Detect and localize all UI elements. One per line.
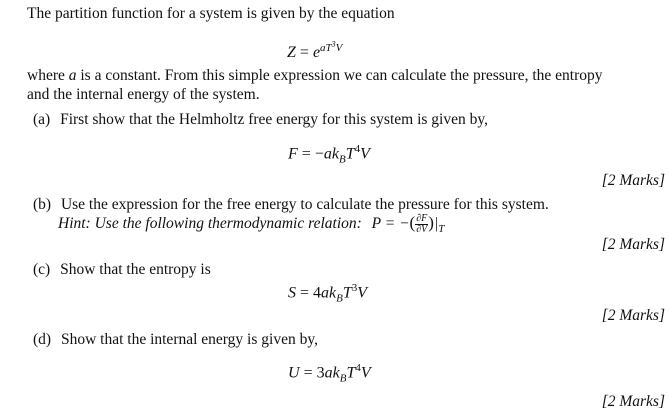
part-a-equation: $F = -ak_BT^4V$	[288, 143, 370, 166]
part-b-label: (b)	[33, 196, 52, 213]
eq-base: e	[312, 43, 321, 61]
part-d-text: Show that the internal energy is given by,	[60, 331, 318, 348]
part-a-label: (a)	[33, 111, 51, 128]
part-a-text: First show that the Helmholtz free energy for this system is given by,	[60, 111, 488, 128]
part-b-hint	[58, 214, 444, 238]
intro-line-2: where a is a constant. From this simple expression we can calculate the pressure, the entropy	[27, 67, 603, 84]
part-a-question	[33, 111, 488, 129]
partition-function-equation: $Z = e^{aT^3V}$	[287, 39, 343, 61]
part-b-marks: [2 Marks]	[601, 236, 665, 253]
part-d-marks: [2 Marks]	[601, 393, 665, 410]
hint-text: Hint: Use the following thermodynamic relation:	[58, 215, 362, 233]
part-c-question	[33, 261, 211, 279]
intro-line-1: The partition function for a system is given by the equation	[27, 5, 395, 22]
eq-exponent: aT3V	[320, 39, 343, 54]
part-c-label: (c)	[33, 261, 51, 278]
part-d-label: (d)	[33, 331, 52, 348]
hint-relation: P = −( $\frac{\partial F}{\partial V}$ )$|_T$	[371, 213, 445, 236]
part-c-equation: $S = 4ak_BT^3V$	[288, 282, 368, 305]
part-b-question	[33, 196, 549, 214]
part-d-equation: $U = 3ak_BT^4V$	[288, 362, 371, 385]
part-c-text: Show that the entropy is	[60, 261, 211, 278]
part-d-question	[33, 331, 318, 349]
part-b-text: Use the expression for the free energy to calculate the pressure for this system.	[60, 196, 549, 213]
intro-line-3: and the internal energy of the system.	[27, 86, 260, 103]
part-c-marks: [2 Marks]	[601, 307, 665, 324]
part-a-marks: [2 Marks]	[601, 172, 665, 189]
eq-lhs: Z	[287, 43, 296, 61]
